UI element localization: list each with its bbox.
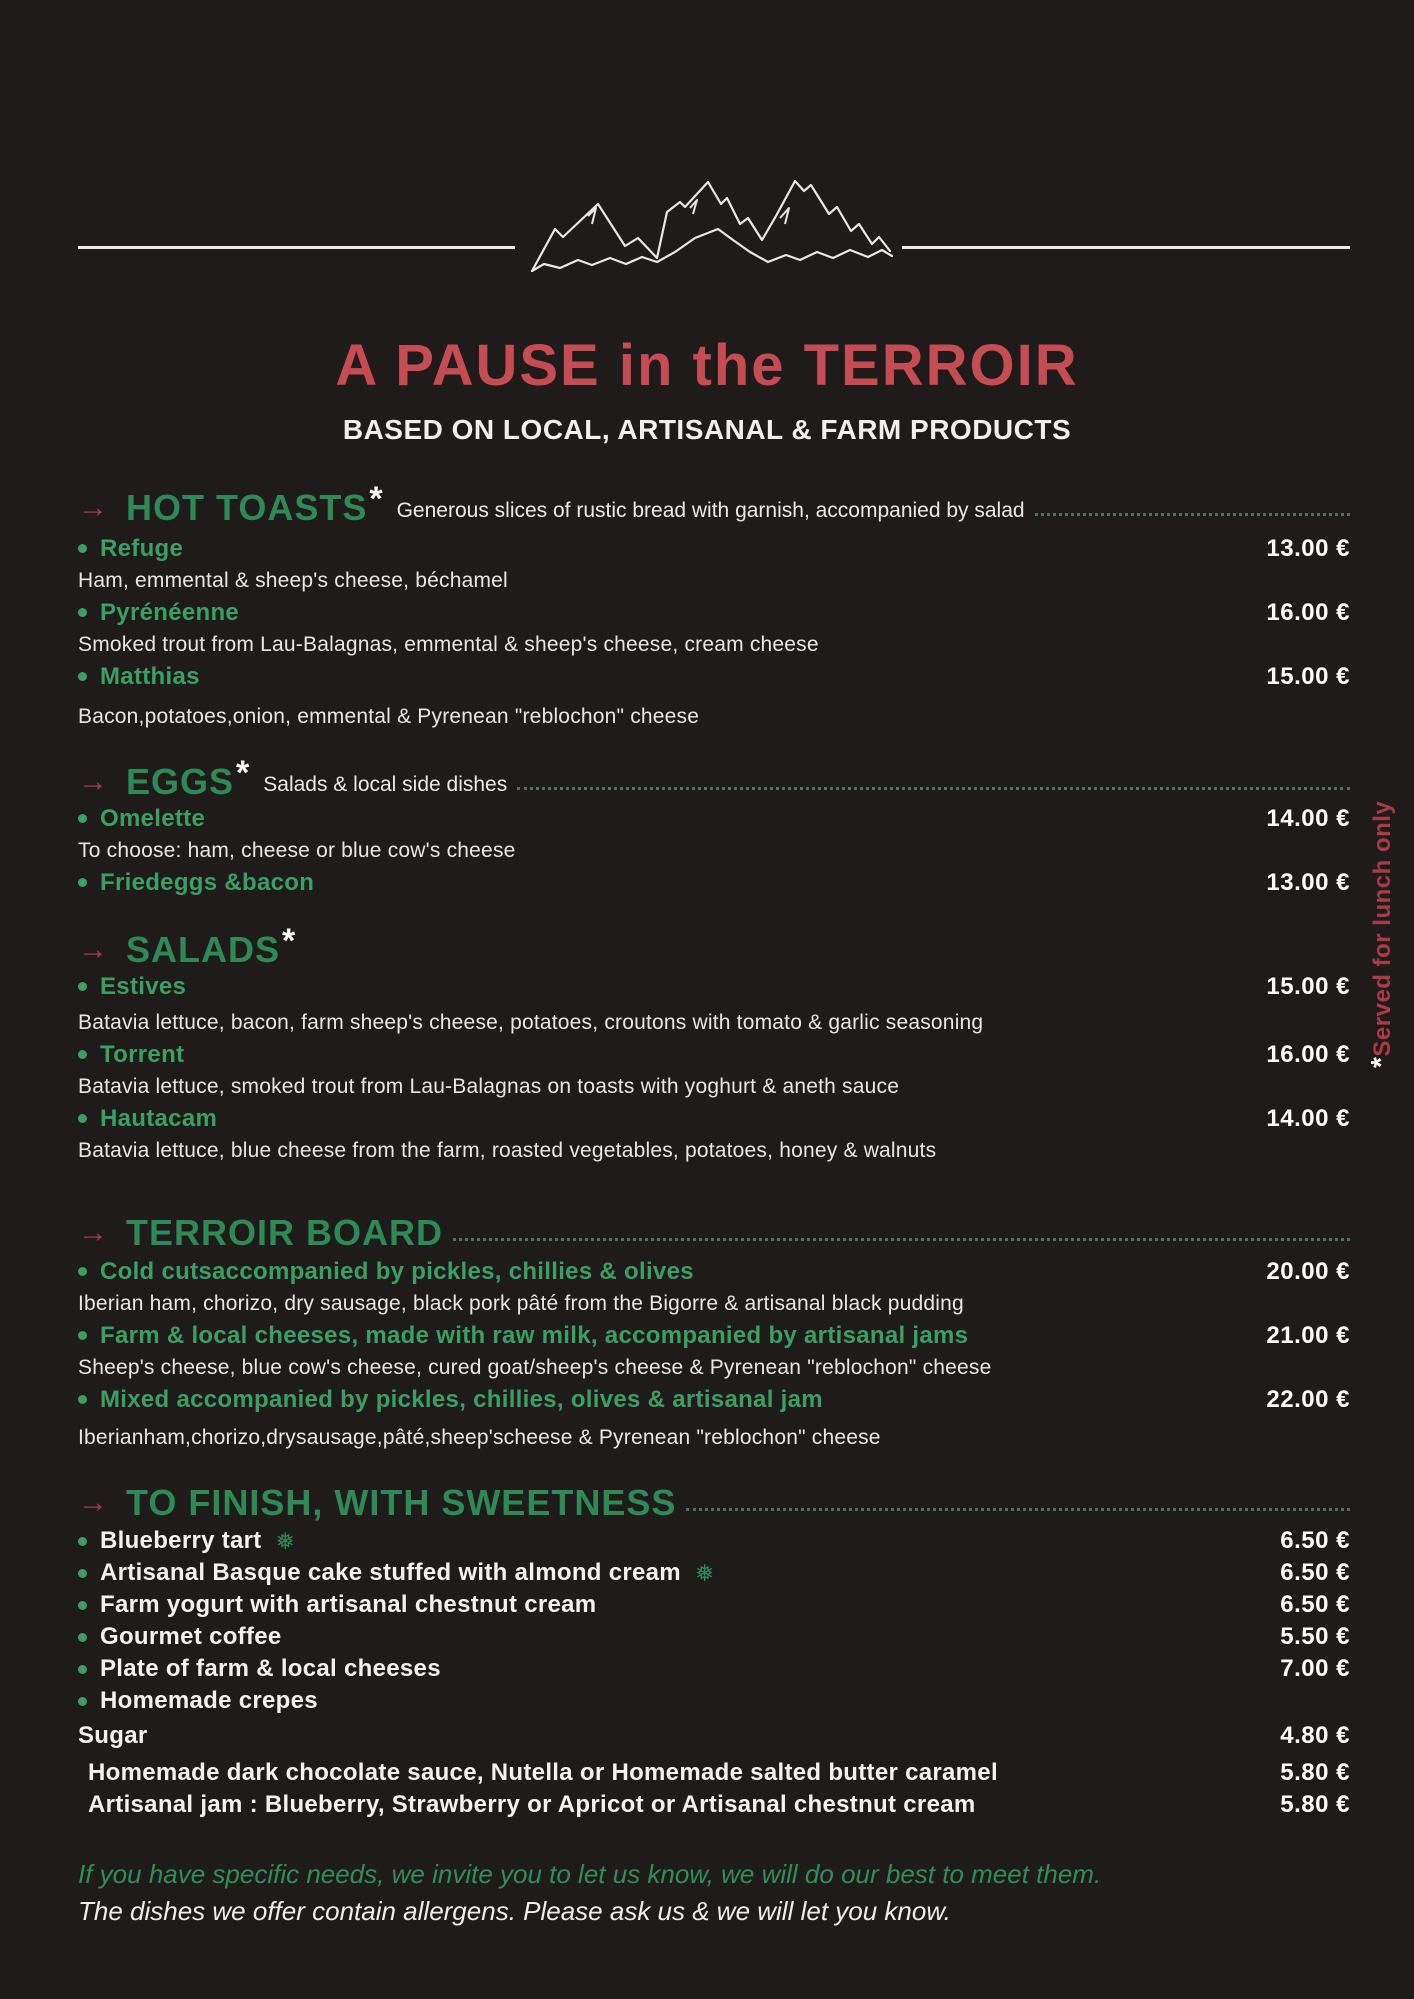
arrow-icon: → (78, 491, 108, 524)
menu-item (78, 1653, 1350, 1685)
menu-item (78, 1319, 1350, 1352)
section-hot-toasts (78, 480, 1350, 732)
arrow-icon: → (78, 933, 108, 966)
snowflake-icon: ❅ (275, 1527, 295, 1554)
section-header (78, 480, 1350, 528)
bullet-icon (78, 1569, 87, 1578)
item-name: Blueberry tart (100, 1527, 262, 1554)
menu-item (78, 802, 1350, 835)
item-price: 6.50 € (1280, 1591, 1350, 1618)
item-name: Pyrénéenne (100, 598, 240, 626)
section-note: Generous slices of rustic bread with garnish, accompanied by salad (396, 499, 1025, 522)
item-name: Cold cutsaccompanied by pickles, chillies & olives (100, 1257, 694, 1285)
section-to-finish (78, 1483, 1350, 1821)
section-title: TERROIR BOARD (126, 1212, 443, 1253)
asterisk: * (236, 754, 250, 792)
menu-item (78, 532, 1350, 565)
item-name: Farm yogurt with artisanal chestnut cream (100, 1591, 597, 1618)
menu-item (78, 1621, 1350, 1653)
side-note-served-for-lunch (1366, 801, 1398, 1068)
bullet-icon (78, 1267, 87, 1276)
item-name: Friedeggs &bacon (100, 868, 315, 896)
item-name: Refuge (100, 534, 184, 562)
menu-item (78, 1685, 1350, 1717)
item-price: 14.00 € (1266, 1104, 1350, 1132)
menu-item (78, 1383, 1350, 1416)
item-description: Batavia lettuce, blue cheese from the farm, roasted vegetables, potatoes, honey & walnuts (78, 1138, 937, 1162)
menu-item (78, 1720, 1350, 1752)
item-price: 22.00 € (1266, 1385, 1350, 1413)
bullet-icon (78, 878, 87, 887)
bullet-icon (78, 1537, 87, 1546)
snowflake-icon: ❅ (694, 1559, 715, 1586)
arrow-icon: → (78, 765, 108, 798)
bullet-icon (78, 1633, 87, 1642)
footer-note-allergens: The dishes we offer contain allergens. Please ask us & we will let you know. (78, 1895, 951, 1926)
item-price: 21.00 € (1266, 1321, 1350, 1349)
section-eggs (78, 754, 1350, 899)
section-note: Salads & local side dishes (263, 773, 508, 796)
menu-item (78, 1525, 1350, 1557)
item-description: Iberian ham, chorizo, dry sausage, black pork pâté from the Bigorre & artisanal black pudding (78, 1291, 964, 1315)
item-name: Omelette (100, 804, 206, 832)
dotted-leader (1035, 513, 1350, 516)
item-price: 15.00 € (1266, 662, 1350, 690)
bullet-icon (78, 1114, 87, 1123)
section-title: HOT TOASTS (126, 487, 368, 528)
side-note-text: Served for lunch only (1369, 800, 1396, 1057)
section-title: SALADS (126, 929, 281, 970)
bullet-icon (78, 1331, 87, 1340)
section-header (78, 1483, 1350, 1523)
item-price: 13.00 € (1266, 868, 1350, 896)
item-name: Sugar (78, 1722, 148, 1749)
page-subtitle: BASED ON LOCAL, ARTISANAL & FARM PRODUCTS (342, 414, 1072, 445)
menu-item (78, 1557, 1350, 1589)
bullet-icon (78, 1601, 87, 1610)
bullet-icon (78, 1395, 87, 1404)
item-description: Bacon,potatoes,onion, emmental & Pyrenean "reblochon" cheese (78, 704, 700, 728)
menu-content (78, 460, 1350, 1927)
item-description: Ham, emmental & sheep's cheese, béchamel (78, 568, 508, 592)
item-price: 16.00 € (1266, 1040, 1350, 1068)
item-price: 5.50 € (1280, 1623, 1350, 1650)
item-name: Matthias (100, 662, 200, 690)
item-description: Sheep's cheese, blue cow's cheese, cured goat/sheep's cheese & Pyrenean "reblochon" cheese (78, 1355, 992, 1379)
menu-item (78, 970, 1350, 1003)
bullet-icon (78, 982, 87, 991)
dotted-leader (453, 1238, 1350, 1241)
item-price: 20.00 € (1266, 1257, 1350, 1285)
item-name: Artisanal Basque cake stuffed with almond cream (100, 1559, 681, 1586)
side-note-asterisk: * (1365, 1056, 1396, 1068)
menu-item (78, 1255, 1350, 1288)
item-name: Homemade crepes (100, 1687, 318, 1714)
footer-note-specific-needs: If you have specific needs, we invite you to let us know, we will do our best to meet them. (78, 1858, 1102, 1889)
header-rule-left (78, 246, 515, 249)
asterisk: * (369, 480, 383, 518)
item-description: Iberianham,chorizo,drysausage,pâté,sheep'scheese & Pyrenean "reblochon" cheese (78, 1425, 881, 1449)
bullet-icon (78, 1050, 87, 1059)
menu-item (78, 596, 1350, 629)
menu-item (78, 1102, 1350, 1135)
bullet-icon (78, 1665, 87, 1674)
mountains-icon (530, 180, 898, 272)
dotted-leader (686, 1508, 1350, 1511)
item-description: Smoked trout from Lau-Balagnas, emmental & sheep's cheese, cream cheese (78, 632, 819, 656)
item-price: 7.00 € (1280, 1655, 1350, 1682)
page-title: A PAUSE in the TERROIR (335, 333, 1079, 398)
header-rule-right (902, 246, 1350, 249)
item-price: 6.50 € (1280, 1559, 1350, 1586)
item-name: Plate of farm & local cheeses (100, 1655, 441, 1682)
dotted-leader (517, 787, 1350, 790)
item-name: Homemade dark chocolate sauce, Nutella or Homemade salted butter caramel (88, 1759, 998, 1786)
bullet-icon (78, 814, 87, 823)
menu-item (78, 1757, 1350, 1789)
arrow-icon: → (78, 1486, 108, 1519)
item-name: Torrent (100, 1040, 185, 1068)
section-terroir-board (78, 1213, 1350, 1453)
item-name: Hautacam (100, 1104, 218, 1132)
menu-item (78, 1789, 1350, 1821)
item-description: To choose: ham, cheese or blue cow's cheese (78, 838, 516, 862)
item-price: 16.00 € (1266, 598, 1350, 626)
section-title: TO FINISH, WITH SWEETNESS (126, 1482, 677, 1523)
menu-item (78, 1038, 1350, 1071)
bullet-icon (78, 1697, 87, 1706)
item-price: 6.50 € (1280, 1527, 1350, 1554)
section-header (78, 1213, 1350, 1253)
bullet-icon (78, 672, 87, 681)
section-title: EGGS (126, 761, 235, 802)
item-name: Farm & local cheeses, made with raw milk, accompanied by artisanal jams (100, 1321, 969, 1349)
item-price: 15.00 € (1266, 972, 1350, 1000)
asterisk: * (282, 922, 296, 960)
item-price: 14.00 € (1266, 804, 1350, 832)
bullet-icon (78, 608, 87, 617)
section-header (78, 754, 1350, 802)
item-name: Artisanal jam : Blueberry, Strawberry or Apricot or Artisanal chestnut cream (88, 1791, 976, 1818)
section-salads (78, 922, 1350, 1166)
bullet-icon (78, 544, 87, 553)
arrow-icon: → (78, 1216, 108, 1249)
item-price: 13.00 € (1266, 534, 1350, 562)
item-price: 5.80 € (1280, 1759, 1350, 1786)
item-name: Mixed accompanied by pickles, chillies, olives & artisanal jam (100, 1385, 823, 1413)
item-description: Batavia lettuce, smoked trout from Lau-Balagnas on toasts with yoghurt & aneth sauce (78, 1074, 900, 1098)
item-description: Batavia lettuce, bacon, farm sheep's cheese, potatoes, croutons with tomato & garlic seasoning (78, 1010, 984, 1034)
item-price: 4.80 € (1280, 1722, 1350, 1749)
menu-item (78, 1589, 1350, 1621)
menu-item (78, 866, 1350, 899)
item-name: Gourmet coffee (100, 1623, 282, 1650)
menu-item (78, 660, 1350, 693)
section-header (78, 922, 1350, 970)
item-price: 5.80 € (1280, 1791, 1350, 1818)
item-name: Estives (100, 972, 187, 1000)
